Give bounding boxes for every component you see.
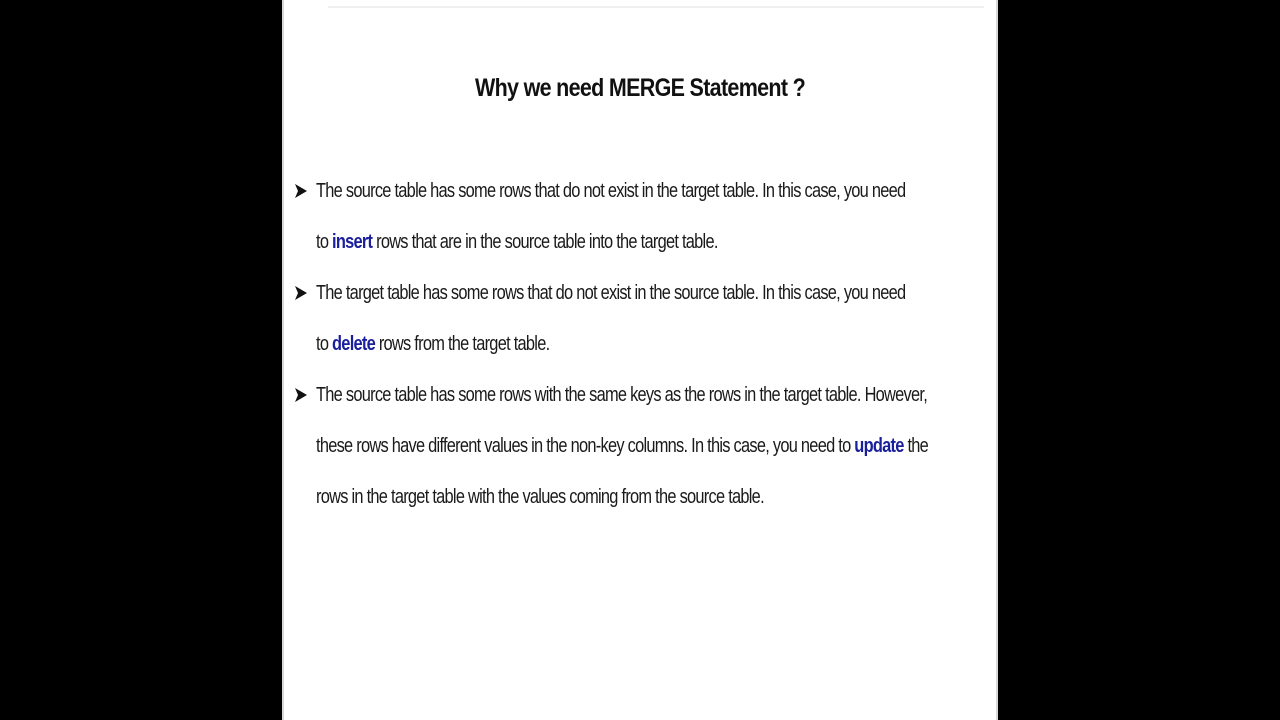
bullet-item-delete (294, 268, 994, 370)
bullet-text-segment: these rows have different values in the non-key columns. In this case, you need to (316, 435, 855, 457)
bullet-line (316, 217, 988, 268)
keyword-update: update (854, 435, 904, 457)
bullet-line: The source table has some rows that do not exist in the target table. In this case, you need (316, 180, 906, 202)
bullet-item-insert (294, 166, 994, 268)
bullet-text-segment: to (316, 333, 333, 355)
bullet-line (316, 319, 988, 370)
bullet-list (294, 166, 994, 523)
arrowhead-bullet-icon (294, 285, 308, 301)
keyword-delete: delete (332, 333, 376, 355)
slide-top-rule (328, 6, 984, 8)
arrowhead-bullet-icon (294, 387, 308, 403)
bullet-text-segment: to (316, 231, 333, 253)
bullet-text-segment: rows from the target table. (375, 333, 550, 355)
slide-title: Why we need MERGE Statement ? (474, 74, 806, 102)
bullet-line: rows in the target table with the values coming from the source table. (316, 486, 764, 508)
keyword-insert: insert (332, 231, 373, 253)
bullet-line: The source table has some rows with the same keys as the rows in the target table. However, (316, 384, 928, 406)
bullet-item-update (294, 370, 994, 523)
arrowhead-bullet-icon (294, 183, 308, 199)
bullet-line (316, 421, 988, 472)
bullet-text-segment: the (903, 435, 929, 457)
bullet-text-segment: rows that are in the source table into the target table. (372, 231, 718, 253)
slide-page (282, 0, 998, 720)
bullet-line: The target table has some rows that do not exist in the source table. In this case, you need (316, 282, 906, 304)
